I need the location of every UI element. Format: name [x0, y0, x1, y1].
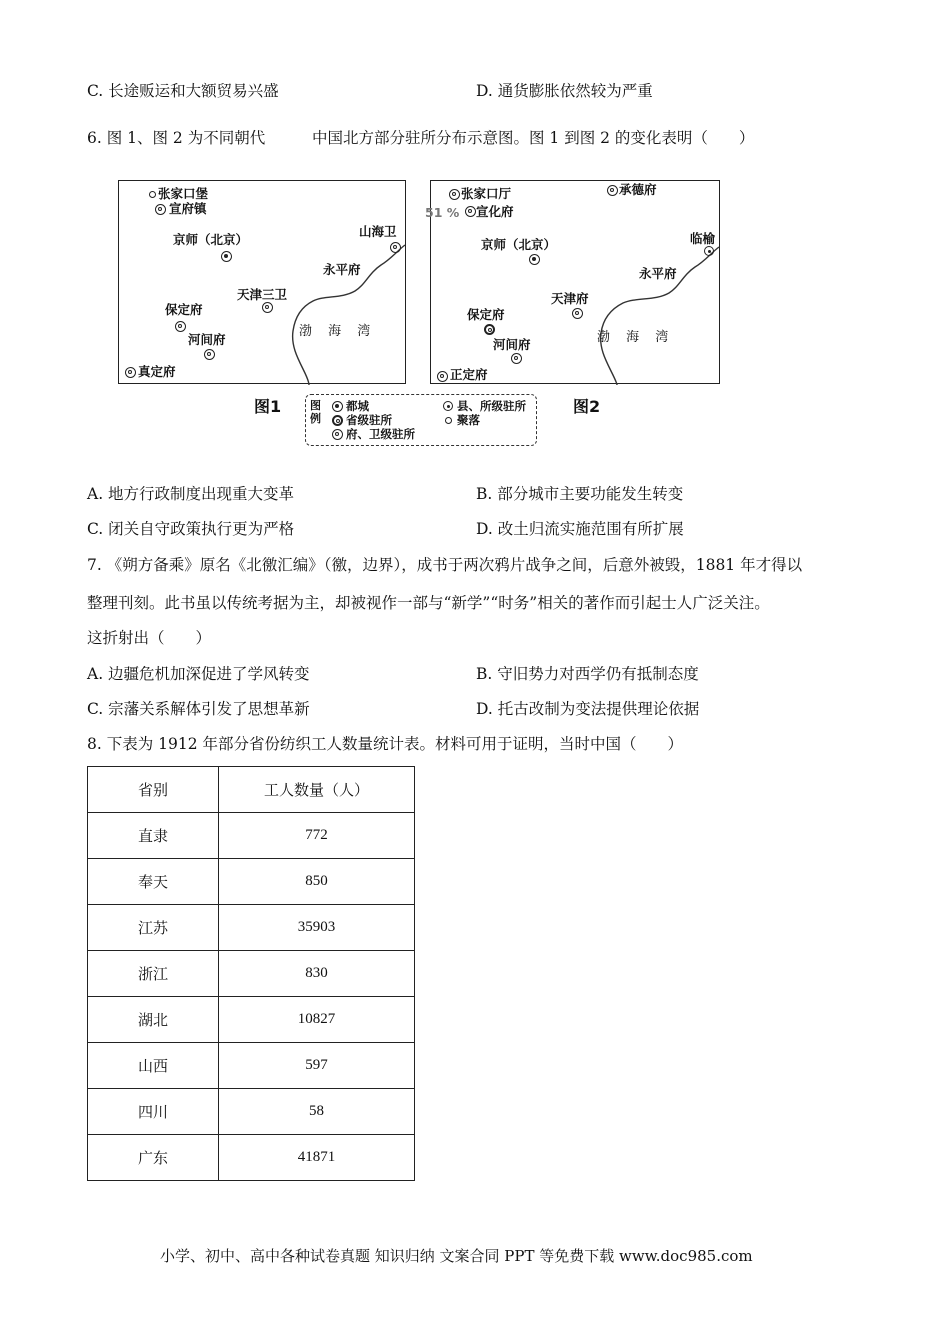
- fu-marker: [465, 206, 476, 217]
- table-row: [88, 1135, 415, 1181]
- province-marker: [484, 324, 495, 335]
- fu-marker: [155, 204, 166, 215]
- table-cell-count: 850: [219, 859, 415, 905]
- capital-marker: [529, 254, 540, 265]
- table-cell-province: 山西: [88, 1043, 219, 1089]
- settlement-marker: [149, 191, 156, 198]
- map-figure-2: [425, 180, 720, 384]
- place-zhending: 真定府: [138, 364, 176, 379]
- table-cell-count: 597: [219, 1043, 415, 1089]
- table-row: [88, 951, 415, 997]
- table-cell-province: 四川: [88, 1089, 219, 1135]
- table-header: 工人数量（人）: [219, 767, 415, 813]
- table-row: [88, 997, 415, 1043]
- legend-province: 省级驻所: [346, 413, 392, 427]
- fu-marker: [204, 349, 215, 360]
- fu-marker: [175, 321, 186, 332]
- capital-marker: [332, 401, 343, 412]
- place-hejian: 河间府: [188, 332, 226, 347]
- q7-option-d: D. 托古改制为变法提供理论依据: [476, 700, 700, 718]
- table-row: [88, 905, 415, 951]
- table-cell-province: 江苏: [88, 905, 219, 951]
- settlement-marker: [445, 417, 452, 424]
- place-yongping: 永平府: [323, 262, 361, 277]
- sea-label: 渤 海 湾: [299, 324, 377, 339]
- stamp-text: 51 %: [425, 205, 460, 220]
- q7-stem-line1: 7. 《朔方备乘》原名《北徼汇编》（徼，边界），成书于两次鸦片战争之间，后意外被毁，1881 年才得以: [87, 556, 803, 574]
- place-chengde: 承德府: [619, 182, 657, 197]
- q6-option-b: B. 部分城市主要功能发生转变: [476, 485, 684, 503]
- table-cell-count: 830: [219, 951, 415, 997]
- legend-title: 图例: [310, 399, 321, 425]
- q6-stem-part1: 6. 图 1、图 2 为不同朝代: [87, 129, 266, 147]
- table-cell-count: 35903: [219, 905, 415, 951]
- table-row: [88, 859, 415, 905]
- place-baoding: 保定府: [467, 307, 505, 322]
- place-tianjin: 天津三卫: [237, 287, 288, 302]
- table-header: 省别: [88, 767, 219, 813]
- place-linyu: 临榆: [690, 231, 716, 246]
- q7-stem-line3: 这折射出（ ）: [87, 629, 212, 647]
- table-cell-province: 直隶: [88, 813, 219, 859]
- fu-marker: [449, 189, 460, 200]
- sea-label: 渤 海 湾: [597, 330, 675, 345]
- place-yongping: 永平府: [639, 266, 677, 281]
- q7-option-c: C. 宗藩关系解体引发了思想革新: [87, 700, 310, 718]
- q6-option-a: A. 地方行政制度出现重大变革: [87, 485, 295, 503]
- q8-stem: 8. 下表为 1912 年部分省份纺织工人数量统计表。材料可用于证明，当时中国（ ）: [87, 735, 684, 753]
- figure-1-caption: 图1: [254, 397, 282, 416]
- table-row: [88, 813, 415, 859]
- textile-workers-table: [87, 766, 415, 1181]
- map-legend: [305, 394, 537, 446]
- table-cell-count: 58: [219, 1089, 415, 1135]
- place-zhengding: 正定府: [450, 367, 488, 382]
- q7-option-b: B. 守旧势力对西学仍有抵制态度: [476, 665, 699, 683]
- table-row: [88, 1043, 415, 1089]
- table-cell-count: 772: [219, 813, 415, 859]
- q5-option-d: D. 通货膨胀依然较为严重: [476, 82, 653, 100]
- place-zhangjiakou: 张家口堡: [158, 186, 209, 201]
- legend-settlement: 聚落: [457, 413, 480, 427]
- q7-stem-line2: 整理刊刻。此书虽以传统考据为主，却被视作一部与“新学”“时务”相关的著作而引起士人广泛关注。: [87, 594, 770, 612]
- fu-marker: [125, 367, 136, 378]
- q6-option-d: D. 改土归流实施范围有所扩展: [476, 520, 684, 538]
- table-cell-province: 浙江: [88, 951, 219, 997]
- page-footer: 小学、初中、高中各种试卷真题 知识归纳 文案合同 PPT 等免费下载 www.doc985.com: [160, 1247, 753, 1265]
- table-cell-count: 10827: [219, 997, 415, 1043]
- table-cell-province: 奉天: [88, 859, 219, 905]
- capital-marker: [221, 251, 232, 262]
- fu-marker: [332, 429, 343, 440]
- legend-fu: 府、卫级驻所: [346, 427, 415, 441]
- place-zhangjiakou-ting: 张家口厅: [461, 186, 512, 201]
- place-hejian: 河间府: [493, 337, 531, 352]
- legend-xian: 县、所级驻所: [457, 399, 526, 413]
- xian-marker: [704, 246, 714, 256]
- fu-marker: [607, 185, 618, 196]
- q6-option-c: C. 闭关自守政策执行更为严格: [87, 520, 295, 538]
- fu-marker: [511, 353, 522, 364]
- legend-capital: 都城: [346, 399, 369, 413]
- place-xuanhua: 宣化府: [476, 204, 514, 219]
- table-header-row: [88, 767, 415, 813]
- place-baoding: 保定府: [165, 302, 203, 317]
- place-jingshi: 京师（北京）: [481, 237, 557, 252]
- q6-stem-part2: 中国北方部分驻所分布示意图。图 1 到图 2 的变化表明（ ）: [312, 129, 755, 147]
- q7-option-a: A. 边疆危机加深促进了学风转变: [87, 665, 310, 683]
- place-jingshi: 京师（北京）: [173, 232, 249, 247]
- fu-marker: [262, 302, 273, 313]
- table-row: [88, 1089, 415, 1135]
- figure-2-caption: 图2: [573, 397, 601, 416]
- q5-option-c: C. 长途贩运和大额贸易兴盛: [87, 82, 279, 100]
- place-tianjinfu: 天津府: [551, 291, 589, 306]
- place-xuanfu: 宣府镇: [169, 201, 207, 216]
- fu-marker: [572, 308, 583, 319]
- fu-marker: [390, 242, 401, 253]
- map-figure-1: [118, 180, 406, 384]
- fu-marker: [437, 371, 448, 382]
- xian-marker: [443, 401, 453, 411]
- table-cell-province: 湖北: [88, 997, 219, 1043]
- place-shanhaiwei: 山海卫: [359, 224, 397, 239]
- table-cell-province: 广东: [88, 1135, 219, 1181]
- province-marker: [332, 415, 343, 426]
- table-cell-count: 41871: [219, 1135, 415, 1181]
